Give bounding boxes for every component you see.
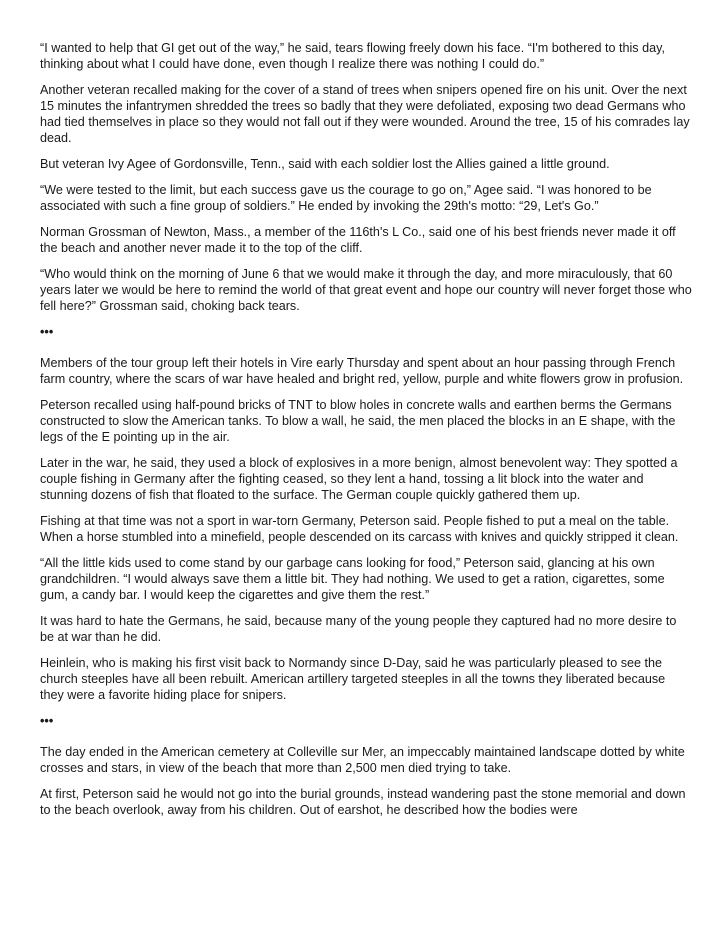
paragraph: Members of the tour group left their hotels in Vire early Thursday and spent about an hour passing through French farm country, where the scars of war have healed and bright red, yellow, purple and white flowers grow in profusion. xyxy=(40,356,684,386)
paragraph: Norman Grossman of Newton, Mass., a member of the 116th's L Co., said one of his best friends never made it off the beach and another never made it to the top of the cliff. xyxy=(40,225,676,255)
paragraph: Peterson recalled using half-pound bricks of TNT to blow holes in concrete walls and earthen berms the Germans constructed to slow the American tanks. To blow a wall, he said, the men placed the blocks in an E shape, with the legs of the E pointing up in the air. xyxy=(40,398,676,444)
paragraph: Another veteran recalled making for the cover of a stand of trees when snipers opened fire on his unit. Over the next 15 minutes the infantrymen shredded the trees so badly that they were defoliated, exposing two dead Germans who had tied themselves in place so they would not fall out if they were wounded. Around the tree, 15 of his comrades lay dead. xyxy=(40,83,690,145)
section-separator: ••• xyxy=(40,325,54,339)
paragraph: The day ended in the American cemetery at Colleville sur Mer, an impeccably maintained landscape dotted by white crosses and stars, in view of the beach that more than 2,500 men died trying to take. xyxy=(40,745,685,775)
paragraph: Later in the war, he said, they used a block of explosives in a more benign, almost benevolent way: They spotted a couple fishing in Germany after the fighting ceased, so they lent a hand, tossing a lit block into the water and stunning dozens of fish that floated to the surface. The German couple quickly gathered them up. xyxy=(40,456,678,502)
paragraph: At first, Peterson said he would not go into the burial grounds, instead wandering past the stone memorial and down to the beach overlook, away from his children. Out of earshot, he described how the bodies were xyxy=(40,787,686,817)
document-page xyxy=(40,40,692,828)
paragraph: Heinlein, who is making his first visit back to Normandy since D-Day, said he was particularly pleased to see the church steeples have all been rebuilt. American artillery targeted steeples in all the towns they liberated because they were a favorite hiding place for snipers. xyxy=(40,656,666,702)
paragraph: It was hard to hate the Germans, he said, because many of the young people they captured had no more desire to be at war than he did. xyxy=(40,614,677,644)
paragraph: “Who would think on the morning of June 6 that we would make it through the day, and more miraculously, that 60 years later we would be here to remind the world of that great event and hope our country will never forget those who fell here?” Grossman said, choking back tears. xyxy=(40,267,692,313)
paragraph: “We were tested to the limit, but each success gave us the courage to go on,” Agee said. “I was honored to be associated with such a fine group of soldiers.” He ended by invoking the 29th's motto: “29, Let's Go.” xyxy=(40,183,652,213)
paragraph: But veteran Ivy Agee of Gordonsville, Tenn., said with each soldier lost the Allies gained a little ground. xyxy=(40,157,610,171)
section-separator: ••• xyxy=(40,714,54,728)
paragraph: “All the little kids used to come stand by our garbage cans looking for food,” Peterson said, glancing at his own grandchildren. “I would always save them a little bit. They had nothing. We used to get a ration, cigarettes, some gum, a candy bar. I would keep the cigarettes and give them the rest.” xyxy=(40,556,665,602)
paragraph: Fishing at that time was not a sport in war-torn Germany, Peterson said. People fished to put a meal on the table. When a horse stumbled into a minefield, people descended on its carcass with knives and quickly stripped it clean. xyxy=(40,514,679,544)
paragraph: “I wanted to help that GI get out of the way,” he said, tears flowing freely down his face. “I'm bothered to this day, thinking about what I could have done, even though I realize there was nothing I could do.” xyxy=(40,41,665,71)
